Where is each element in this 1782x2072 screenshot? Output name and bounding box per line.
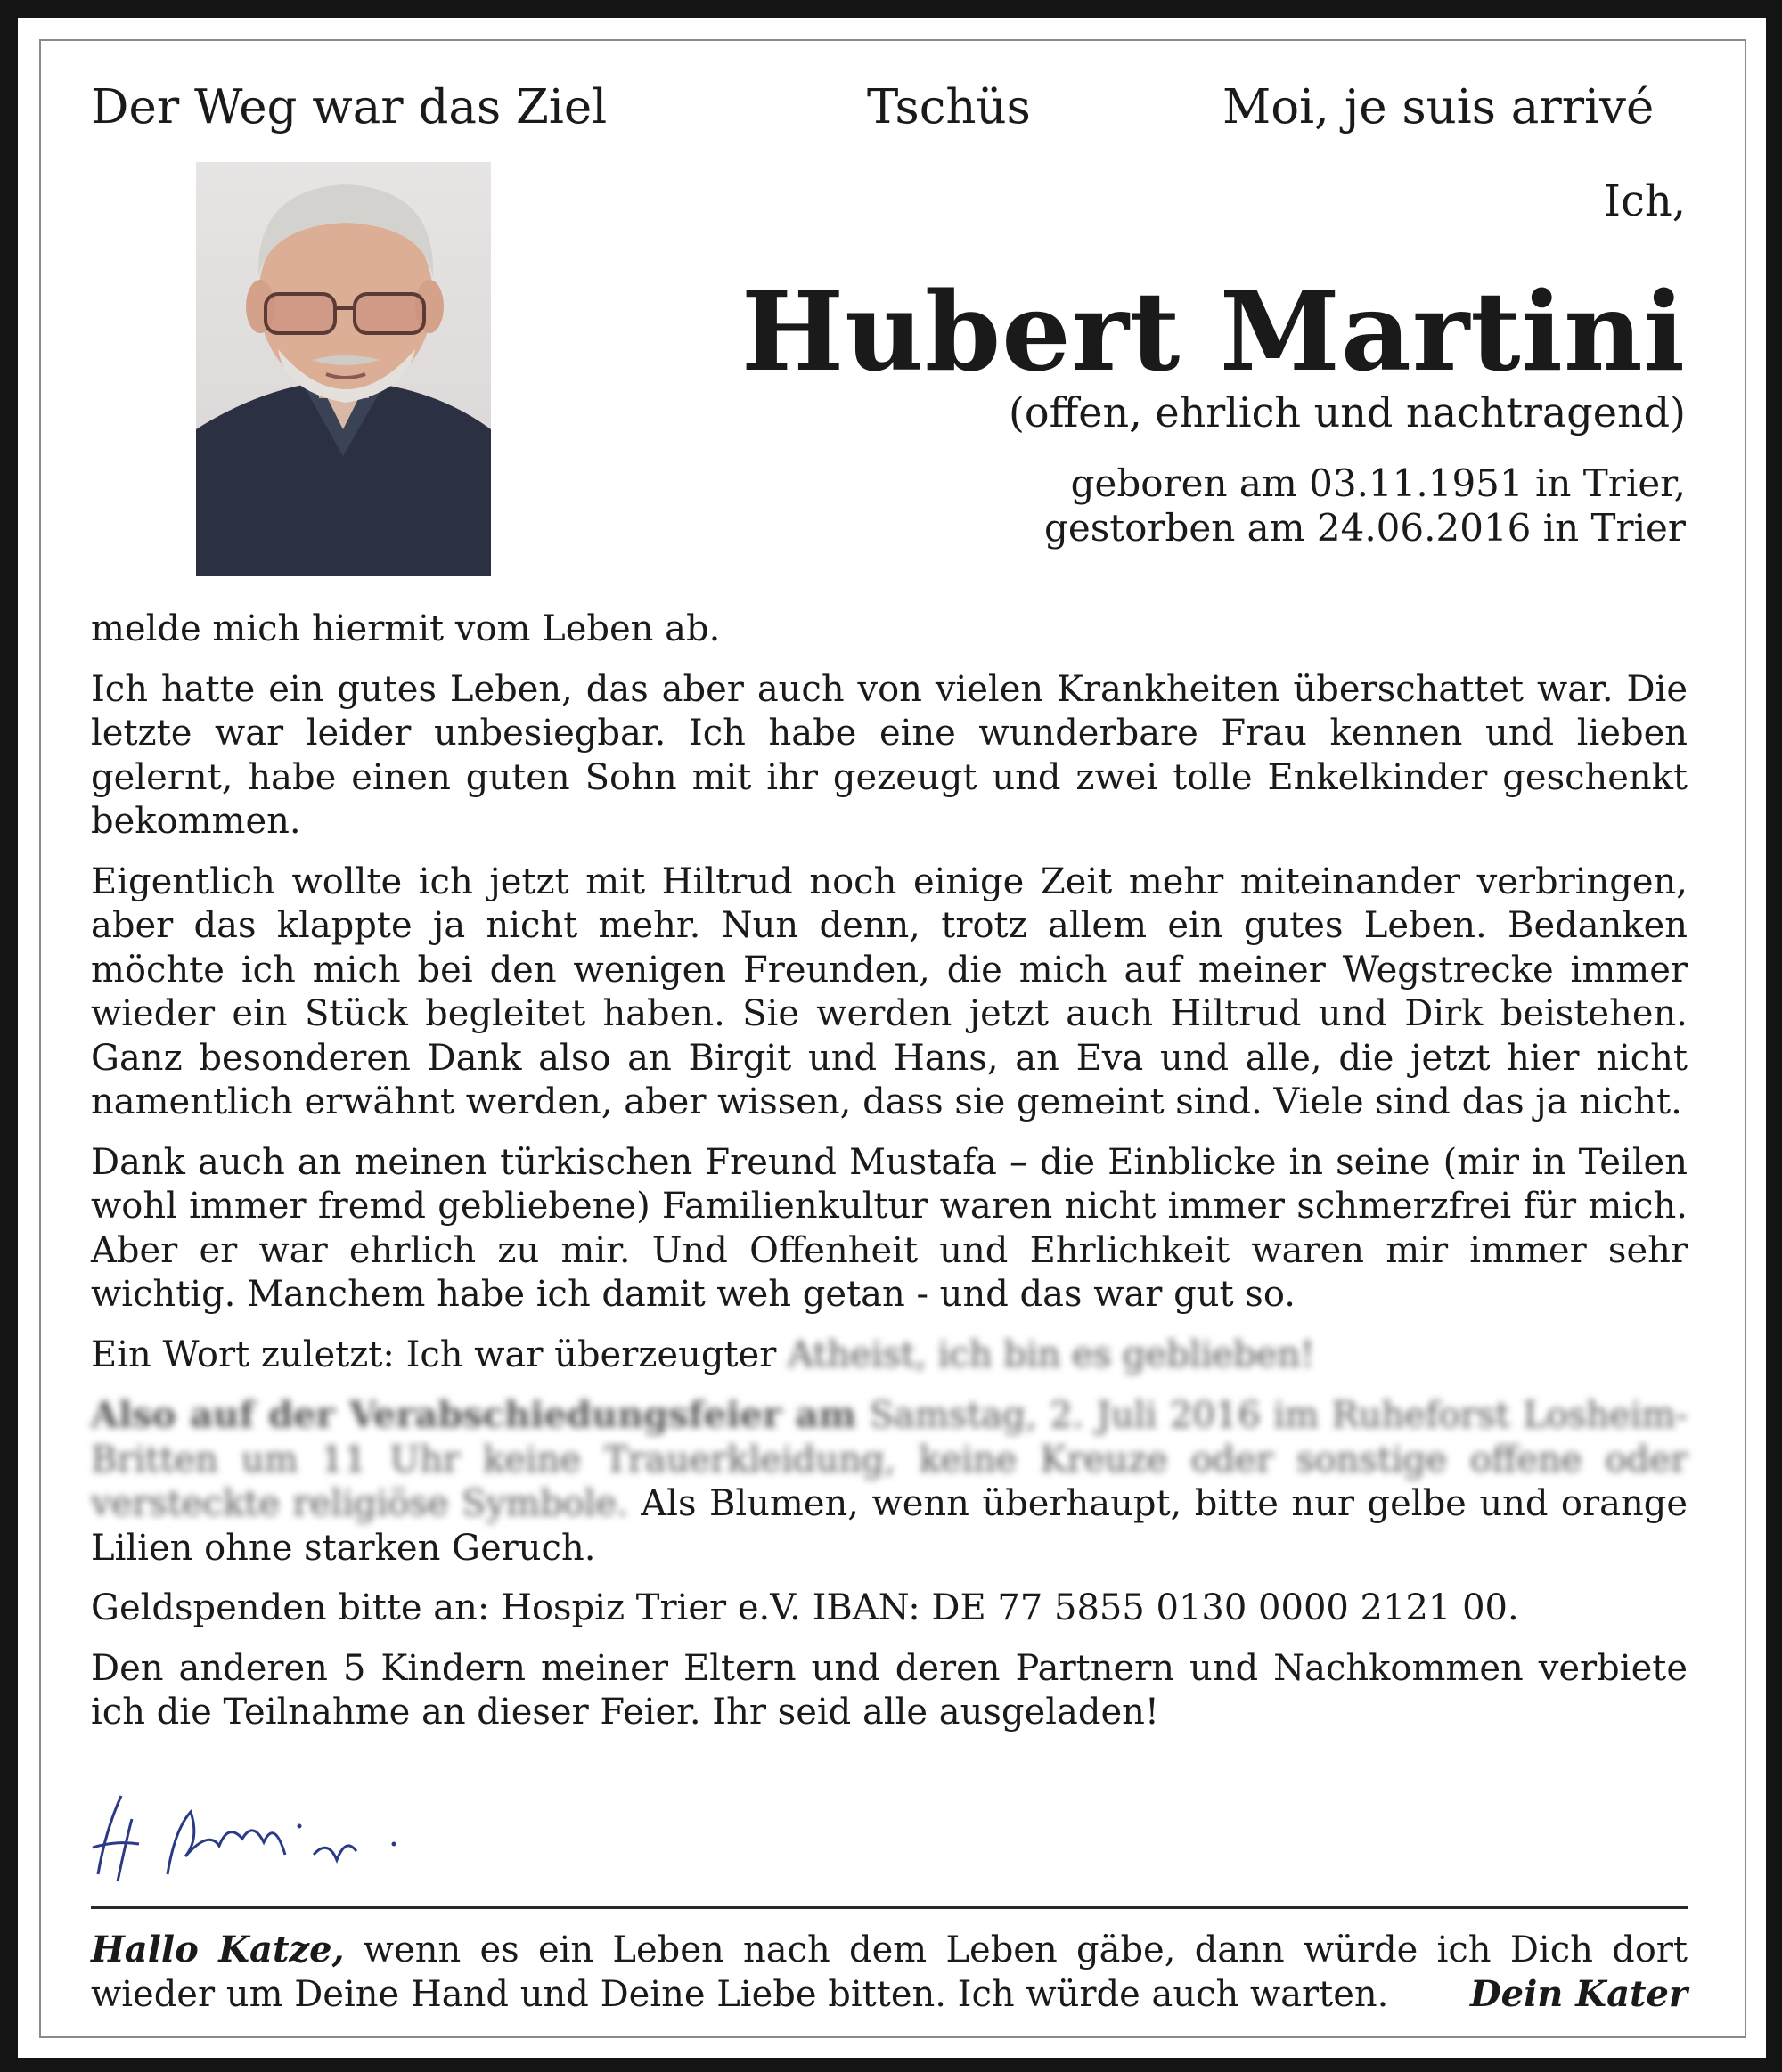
portrait-photo <box>196 162 491 576</box>
obituary-body <box>91 608 1688 1751</box>
handwritten-signature <box>86 1776 424 1901</box>
blurred-ceremony-details: Samstag, 2. Juli 2016 im Ruheforst Losheim-Britten um 11 Uhr keine Trauerkleidung, keine Kreuze oder sonstige offene oder versteckte religiöse Symbole. <box>91 1395 1688 1524</box>
donation-info: Geldspenden bitte an: Hospiz Trier e.V. IBAN: DE 77 5855 0130 0000 2121 00. <box>91 1587 1519 1628</box>
traits-text: (offen, ehrlich und nachtragend) <box>1008 388 1686 436</box>
paragraph-4: Dank auch an meinen türkischen Freund Mustafa – die Einblicke in seine (mir in Teilen wohl immer fremd gebliebene) Familienkultur waren nicht immer schmerzfrei für mich. Aber er war ehrlich zu mir. Und Offenheit und Ehrlichkeit waren mir immer sehr wichtig. Manchem habe ich damit weh getan - und das war gut so. <box>91 1141 1688 1315</box>
motto-right: Moi, je suis arrivé <box>1222 80 1655 135</box>
intro-text: Ich, <box>1603 176 1686 226</box>
flower-request: Als Blumen, wenn überhaupt, bitte nur gelbe und orange Lilien ohne starken Geruch. <box>91 1483 1688 1569</box>
motto-left: Der Weg war das Ziel <box>91 80 608 135</box>
motto-center: Tschüs <box>867 80 1031 135</box>
paragraph-5 <box>91 1334 1688 1378</box>
footer-text: wenn es ein Leben nach dem Leben gäbe, dann würde ich Dich dort wieder um Deine Hand und Deine Liebe bitten. Ich würde auch warten. <box>91 1929 1688 2015</box>
paragraph-6 <box>91 1393 1688 1570</box>
paragraph-8: Den anderen 5 Kindern meiner Eltern und deren Partnern und Nachkommen verbiete ich die Teilnahme an dieser Feier. Ihr seid alle ausgeladen! <box>91 1647 1688 1733</box>
paragraph-1: melde mich hiermit vom Leben ab. <box>91 608 721 649</box>
paragraph-3: Eigentlich wollte ich jetzt mit Hiltrud noch einige Zeit mehr miteinander verbringen, aber das klappte ja nicht mehr. Nun denn, trotz allem ein gutes Leben. Bedanken möchte ich mich bei den wenigen Freunden, die mich auf meiner Wegstrecke immer wieder ein Stück begleitet haben. Sie werden jetzt auch Hiltrud und Dirk beistehen. Ganz besonderen Dank also an Birgit und Hans, an Eva und alle, die jetzt hier nicht namentlich erwähnt werden, aber wissen, dass sie gemeint sind. Viele sind das ja nicht. <box>91 861 1688 1122</box>
birth-date: geboren am 03.11.1951 in Trier, <box>1070 461 1686 505</box>
footer-divider <box>91 1906 1688 1909</box>
footer-message <box>91 1928 1688 2017</box>
footer-greeting: Hallo Katze, <box>91 1929 345 1970</box>
blurred-text: Atheist, ich bin es geblieben! <box>788 1334 1315 1375</box>
ceremony-intro: Also auf der Verabschiedungsfeier am <box>91 1394 856 1436</box>
portrait-illustration <box>196 162 491 576</box>
death-date: gestorben am 24.06.2016 in Trier <box>1043 506 1686 550</box>
paragraph-2: Ich hatte ein gutes Leben, das aber auch von vielen Krankheiten überschattet war. Die letzte war leider unbesiegbar. Ich habe eine wunderbare Frau kennen und lieben gelernt, habe einen guten Sohn mit ihr gezeugt und zwei tolle Enkelkinder geschenkt bekommen. <box>91 668 1688 842</box>
deceased-name: Hubert Martini <box>740 267 1686 396</box>
footer-signoff: Dein Kater <box>1469 1973 1688 2015</box>
paragraph-5-start: Ein Wort zuletzt: Ich war überzeugter <box>91 1334 777 1375</box>
